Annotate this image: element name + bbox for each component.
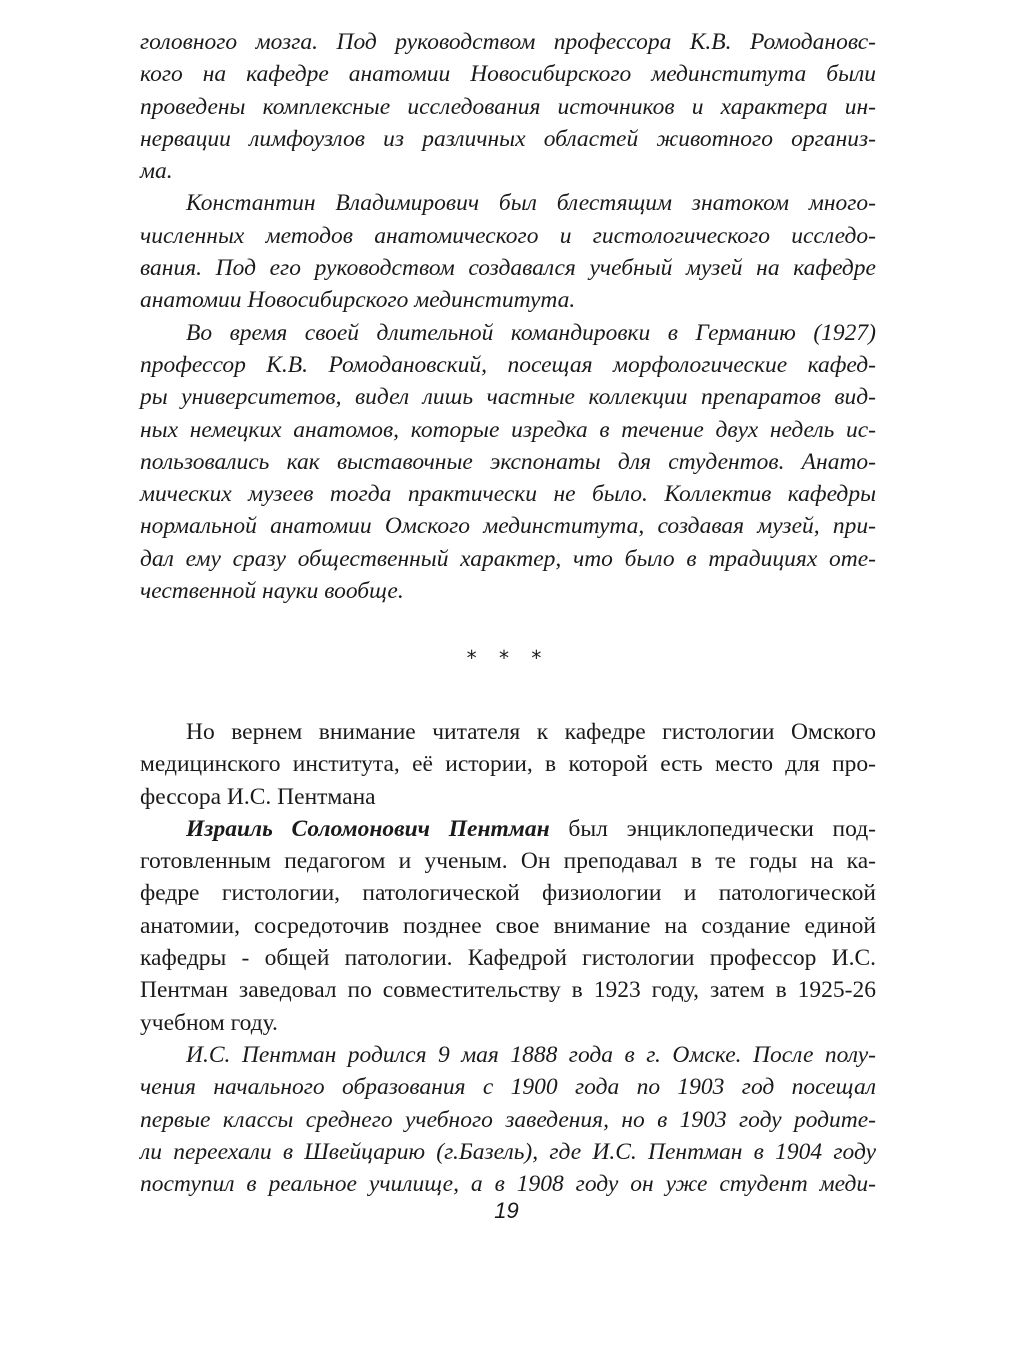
text-line: Константин Владимирович был блестящим знатоком много- [186,190,876,217]
section-separator: * * * [466,646,550,670]
paragraph-6 [140,1039,876,1200]
text-line: И.С. Пентман родился 9 мая 1888 года в г. Омске. После полу- [186,1041,876,1068]
text-line [140,813,876,845]
roman-section [140,716,876,1200]
text-line: анатомии Новосибирского мединститута. [140,287,576,314]
text-line: проведены комплексные исследования источников и характера ин- [140,93,876,120]
text-line: нормальной анатомии Омского мединститута, создавая музей, при- [140,513,876,540]
text-line: чения начального образования с 1900 года по 1903 год посещал [140,1074,876,1101]
person-name: Израиль Соломонович Пентман [186,815,550,842]
paragraph-3 [140,317,876,608]
paragraph-2 [140,187,876,316]
text-line: вания. Под его руководством создавался учебный музей на кафедре [140,255,876,282]
text-line: ных немецких анатомов, которые изредка в течение двух недель ис- [140,416,876,443]
text-line: поступил в реальное училище, а в 1908 году он уже студент меди- [140,1171,876,1198]
text-line: Но вернем внимание читателя к кафедре гистологии Омского [186,719,876,745]
text-line: кафедры - общей патологии. Кафедрой гистологии профессор И.С. [140,945,876,972]
text-line: мических музеев тогда практически не было. Коллектив кафедры [140,481,876,508]
paragraph-4 [140,716,876,813]
text-line: федре гистологии, патологической физиологии и патологической [140,880,876,907]
text-line: дал ему сразу общественный характер, что было в традициях оте- [140,545,876,572]
page-number: 19 [494,1198,519,1223]
text-line: кого на кафедре анатомии Новосибирского мединститута были [140,61,876,88]
text-line: профессор К.В. Ромодановский, посещая морфологические кафед- [140,351,876,378]
text-line: фессора И.С. Пентмана [140,783,376,810]
paragraph-5 [140,813,876,1039]
paragraph-1 [140,26,876,187]
text-line: первые классы среднего учебного заведения, но в 1903 году родите- [140,1106,876,1133]
text-line: численных методов анатомического и гистологического исследо- [140,222,876,249]
text-line: пользовались как выставочные экспонаты для студентов. Анато- [140,448,876,475]
text-line: Во время своей длительной командировки в Германию (1927) [186,319,876,346]
text-line: головного мозга. Под руководством профессора К.В. Ромодановс- [140,29,876,55]
text-line: ры университетов, видел лишь частные коллекции препаратов вид- [140,384,876,411]
text-line: Пентман заведовал по совместительству в 1923 году, затем в 1925-26 [140,977,876,1004]
italic-section [140,26,876,607]
text-line: чественной науки вообще. [140,578,404,605]
text-line: ли переехали в Швейцарию (г.Базель), где И.С. Пентман в 1904 году [140,1138,876,1165]
text-line: ма. [140,158,173,185]
text-line: учебном году. [140,1009,278,1036]
text-line: нервации лимфоузлов из различных областей животного организ- [140,125,876,152]
text-line: готовленным педагогом и ученым. Он преподавал в те годы на ка- [140,848,876,875]
text-fragment: был энциклопедически под- [549,815,876,842]
text-line: медицинского института, её истории, в которой есть место для про- [140,751,876,778]
text-line: анатомии, сосредоточив позднее свое внимание на создание единой [140,912,876,939]
